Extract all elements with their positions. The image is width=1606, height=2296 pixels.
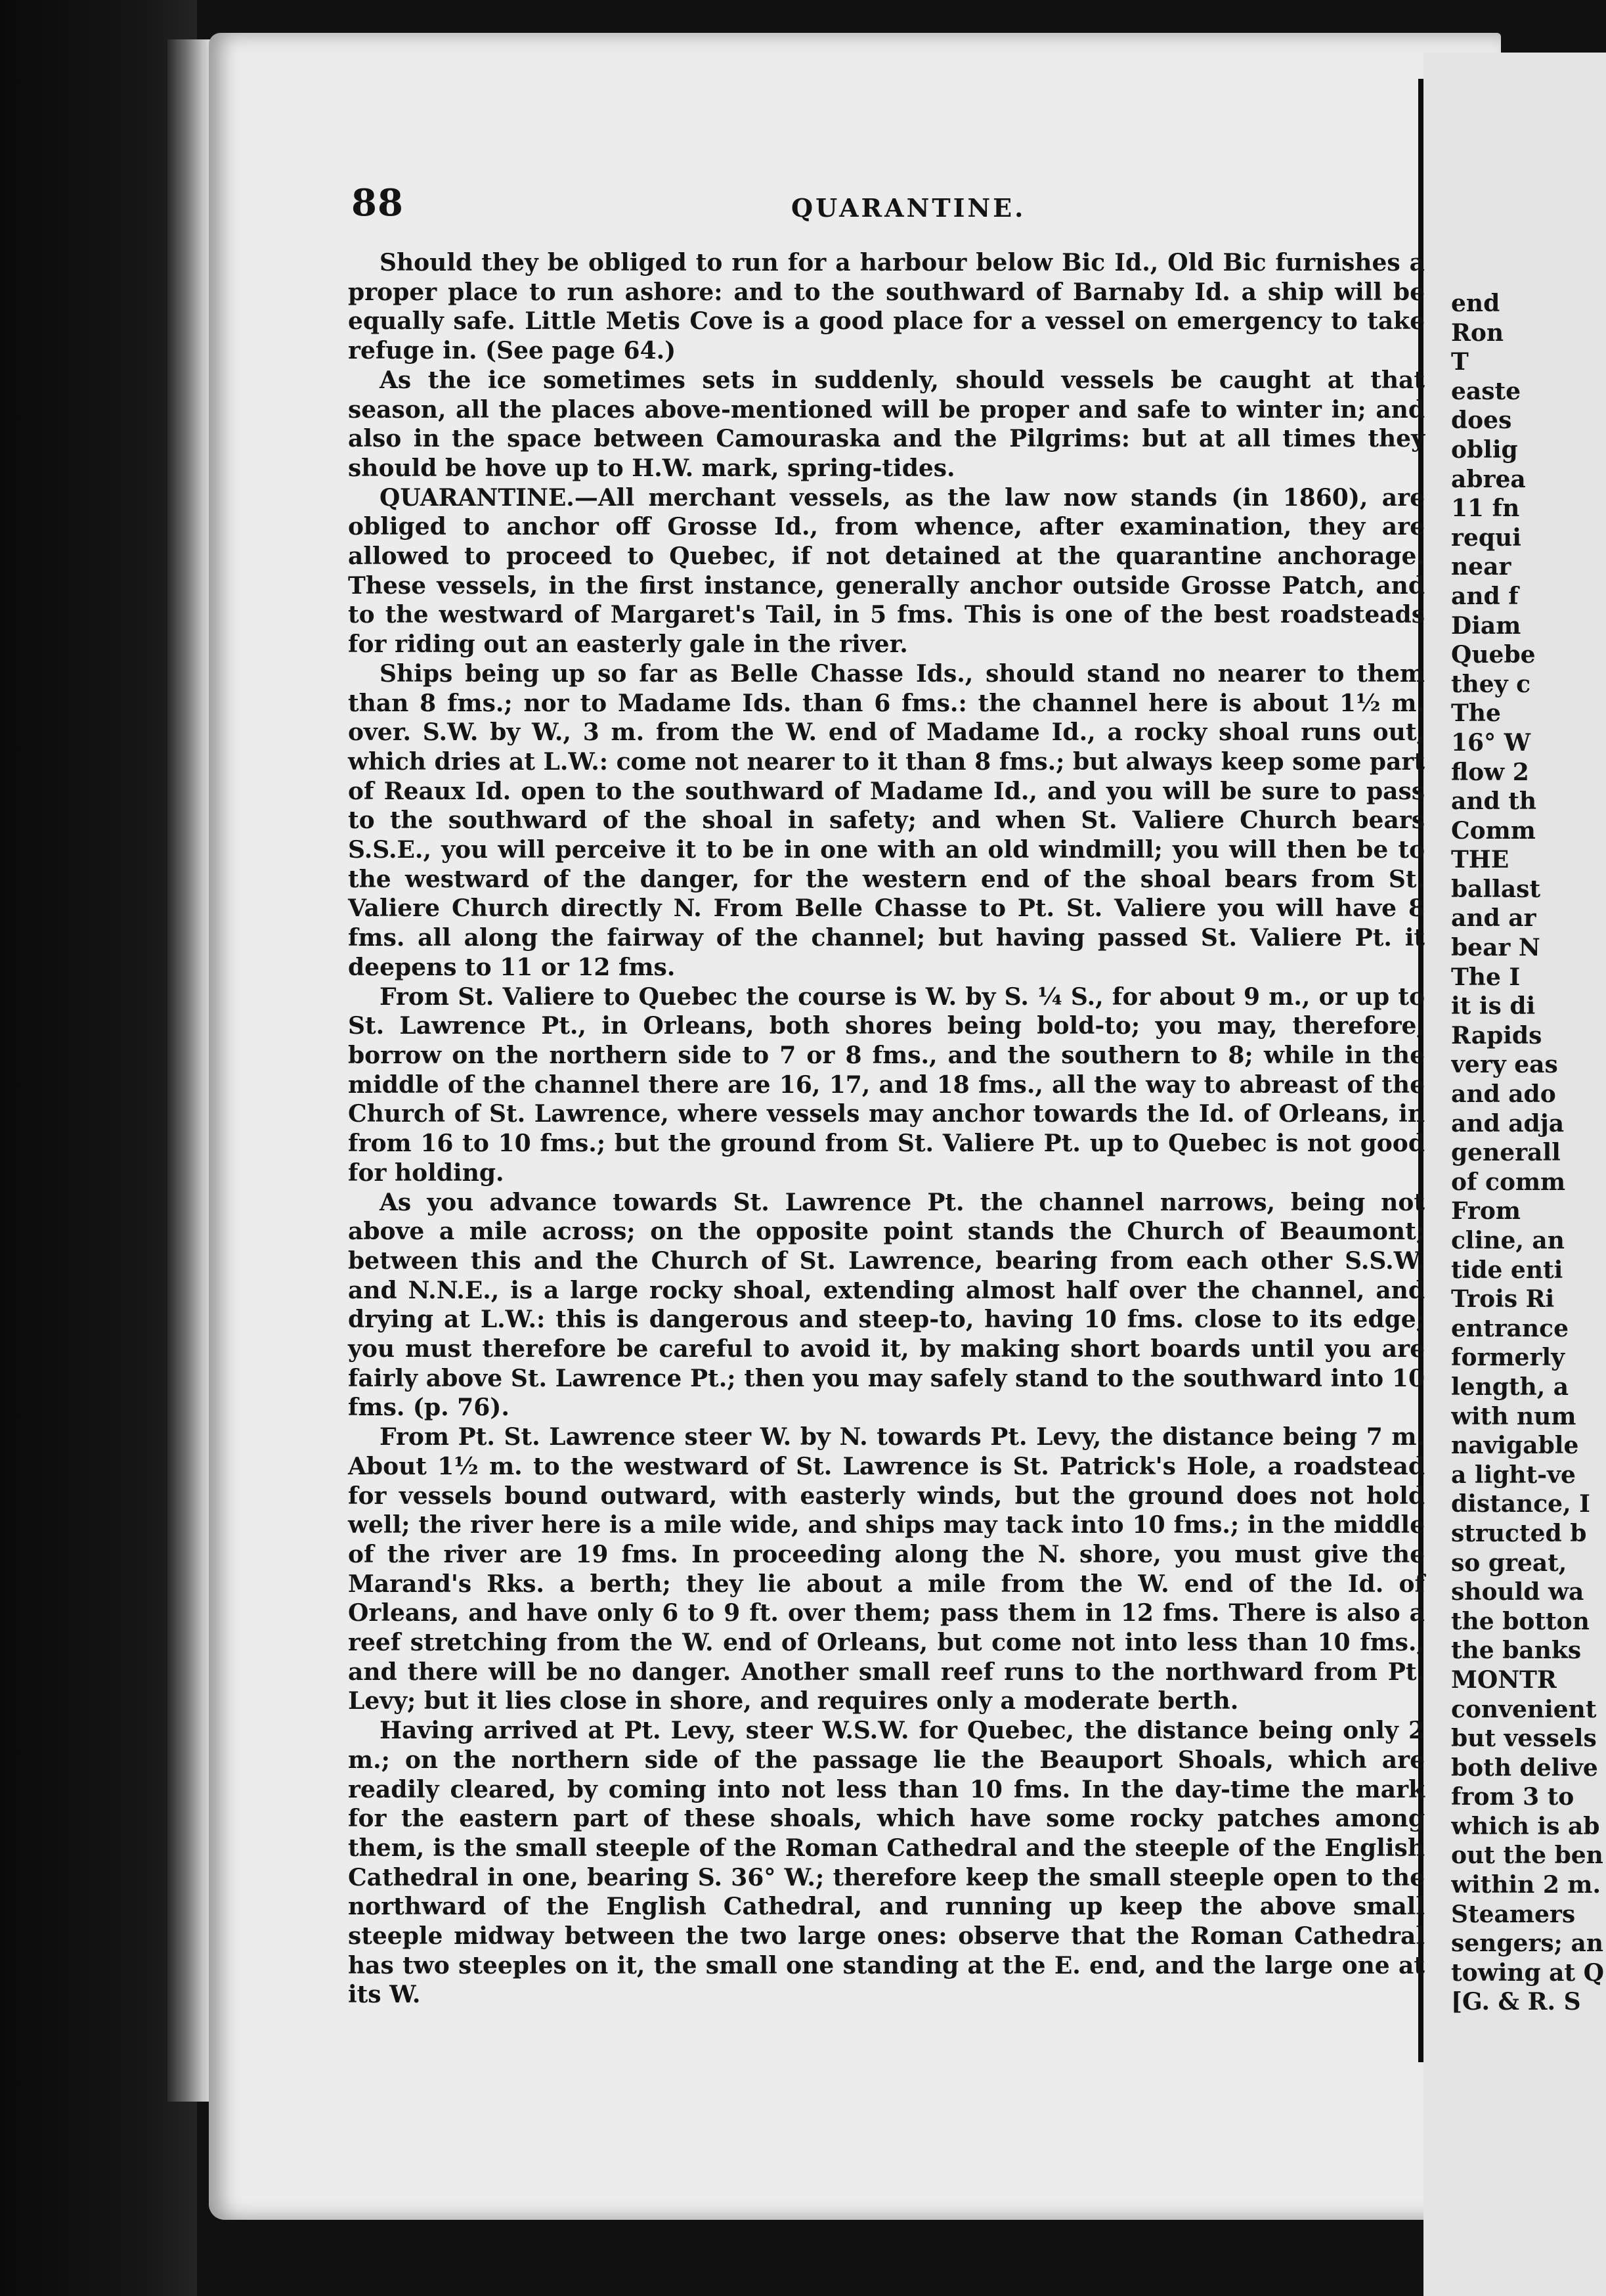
right-line: Quebe xyxy=(1451,641,1536,669)
right-line: Diam xyxy=(1451,611,1521,640)
right-line: [G. & R. S xyxy=(1451,1988,1581,2016)
right-line: of comm xyxy=(1451,1168,1566,1196)
paragraph: Ships being up so far as Belle Chasse Ids., should stand no nearer to them than 8 fms.; nor to Madame Ids. than 6 fms.: the channel here is about 1½ m. over. S.W. by W., 3 m. from the W. end of Madame Id., a rocky shoal runs out, which dries at L.W.: come not nearer to it than 8 fms.; but always keep some part of Reaux Id. open to the southward of Madame Id., and you will be sure to pass to the southward of the shoal in safety; and when St. Valiere Church bears S.S.E., you will perceive it to be in one with an old windmill; you will then be to the westward of the danger, for the western end of the shoal bears from St. Valiere Church directly N. From Belle Chasse to Pt. St. Valiere you will have 8 fms. all along the fairway of the channel; but having passed St. Valiere Pt. it deepens to 11 or 12 fms. xyxy=(348,659,1425,981)
right-line: sengers; an xyxy=(1451,1930,1603,1958)
right-line: formerly xyxy=(1451,1344,1565,1372)
paragraph: From St. Valiere to Quebec the course is W. by S. ¼ S., for about 9 m., or up to St. Lawrence Pt., in Orleans, both shores being bold-to; you may, therefore, borrow on the northern side to 7 or 8 fms., and the southern to 8; while in the middle of the channel there are 16, 17, and 18 fms., all the way to abreast of the Church of St. Lawrence, where vessels may anchor towards the Id. of Orleans, in from 16 to 10 fms.; but the ground from St. Valiere Pt. up to Quebec is not good for holding. xyxy=(348,982,1425,1187)
right-line: Trois Ri xyxy=(1451,1285,1555,1314)
right-line: entrance xyxy=(1451,1314,1569,1342)
right-page-text xyxy=(1451,289,1606,2017)
paragraph: From Pt. St. Lawrence steer W. by N. towards Pt. Levy, the distance being 7 m. About 1½ m. to the westward of St. Lawrence is St. Patrick's Hole, a roadstead for vessels bound outward, with easterly winds, but the ground does not hold well; the river here is a mile wide, and ships may tack into 10 fms.; in the middle of the river are 19 fms. In proceeding along the N. shore, you must give the Marand's Rks. a berth; they lie about a mile from the W. end of the Id. of Orleans, and have only 6 to 9 ft. over them; pass them in 12 fms. There is also a reef stretching from the W. end of Orleans, but come not into less than 10 fms., and there will be no danger. Another small reef runs to the northward from Pt. Levy; but it lies close in shore, and requires only a moderate berth. xyxy=(348,1423,1425,1715)
right-line: Steamers xyxy=(1451,1900,1576,1928)
right-line: and ar xyxy=(1451,904,1536,933)
right-line: 11 fn xyxy=(1451,495,1520,523)
right-line: easte xyxy=(1451,377,1521,405)
right-line: length, a xyxy=(1451,1373,1569,1401)
right-line: 16° W xyxy=(1451,728,1531,757)
right-line: does xyxy=(1451,407,1512,435)
running-head: QUARANTINE. xyxy=(791,193,1026,223)
right-line: end xyxy=(1451,290,1500,317)
right-line: The xyxy=(1451,699,1501,728)
right-line: The I xyxy=(1451,963,1521,991)
paragraph: As you advance towards St. Lawrence Pt. the channel narrows, being not above a mile across; on the opposite point stands the Church of Beaumont; between this and the Church of St. Lawrence, bearing from each other S.S.W. and N.N.E., is a large rocky shoal, extending almost half over the channel, and drying at L.W.: this is dangerous and steep-to, having 10 fms. close to its edge; you must therefore be careful to avoid it, by making short boards until you are fairly above St. Lawrence Pt.; then you may safely stand to the southward into 10 fms. (p. 76). xyxy=(348,1188,1425,1422)
right-line: flow 2 xyxy=(1451,758,1529,786)
page-header xyxy=(351,181,1415,234)
paragraph: Should they be obliged to run for a harbour below Bic Id., Old Bic furnishes a proper place to run ashore: and to the southward of Barnaby Id. a ship will be equally safe. Little Metis Cove is a good place for a vessel on emergency to take refuge in. (See page 64.) xyxy=(348,249,1425,365)
right-line: ballast xyxy=(1451,875,1541,903)
right-line: the banks xyxy=(1451,1637,1582,1665)
right-line: towing at Q xyxy=(1451,1958,1605,1987)
right-line: Comm xyxy=(1451,816,1536,845)
right-line: and f xyxy=(1451,582,1519,610)
paragraph: As the ice sometimes sets in suddenly, should vessels be caught at that season, all the places above-mentioned will be proper and safe to winter in; and also in the space between Camouraska and the Pilgrims: but at all times they should be hove up to H.W. mark, spring-tides. xyxy=(348,366,1425,482)
right-line: structed b xyxy=(1451,1519,1587,1547)
book-binding xyxy=(167,39,213,2102)
right-line: and adja xyxy=(1451,1109,1565,1137)
right-line: Ron xyxy=(1451,319,1504,347)
right-line: navigable xyxy=(1451,1432,1579,1460)
right-line: with num xyxy=(1451,1402,1576,1430)
right-line: oblig xyxy=(1451,435,1518,464)
body-text xyxy=(348,248,1425,2010)
paragraph: Having arrived at Pt. Levy, steer W.S.W. for Quebec, the distance being only 2 m.; on the northern side of the passage lie the Beauport Shoals, which are readily cleared, by coming into not less than 10 fms. In the day-time the mark for the eastern part of these shoals, which have some rocky patches among them, is the small steeple of the Roman Cathedral and the steeple of the English Cathedral in one, bearing S. 36° W.; therefore keep the small steeple open to the northward of the English Cathedral, and running up keep the above small steeple midway between the two large ones: observe that the Roman Cathedral has two steeples on it, the small one standing at the E. end, and the large one at its W. xyxy=(348,1717,1425,2009)
right-line: T xyxy=(1451,348,1469,376)
right-line: cline, an xyxy=(1451,1227,1565,1254)
right-line: MONTR xyxy=(1451,1666,1557,1694)
right-line: it is di xyxy=(1451,992,1536,1021)
right-line: a light-ve xyxy=(1451,1461,1576,1489)
paragraph: QUARANTINE.—All merchant vessels, as the law now stands (in 1860), are obliged to anchor off Grosse Id., from whence, after examination, they are allowed to proceed to Quebec, if not detained at the quarantine anchorage. These vessels, in the first instance, generally anchor outside Grosse Patch, and to the westward of Margaret's Tail, in 5 fms. This is one of the best roadsteads for riding out an easterly gale in the river. xyxy=(348,483,1425,659)
right-line: From xyxy=(1451,1197,1521,1225)
right-line: generall xyxy=(1451,1139,1561,1167)
right-line: tide enti xyxy=(1451,1256,1563,1284)
right-line: bear N xyxy=(1451,934,1540,962)
right-line: the botton xyxy=(1451,1607,1590,1635)
right-line: very eas xyxy=(1451,1051,1558,1079)
right-line: which is ab xyxy=(1451,1812,1600,1840)
right-line: requi xyxy=(1451,523,1521,552)
right-line: near xyxy=(1451,553,1511,581)
right-line: they c xyxy=(1451,670,1531,698)
right-line: out the ben xyxy=(1451,1842,1603,1870)
right-line: from 3 to xyxy=(1451,1783,1574,1811)
right-line: convenient xyxy=(1451,1695,1597,1723)
right-line: so great, xyxy=(1451,1549,1567,1577)
right-line: distance, I xyxy=(1451,1490,1590,1518)
right-line: but vessels xyxy=(1451,1725,1597,1753)
right-line: should wa xyxy=(1451,1578,1584,1606)
right-line: within 2 m. xyxy=(1451,1871,1601,1899)
right-line: and th xyxy=(1451,787,1537,816)
right-line: both delive xyxy=(1451,1754,1598,1782)
right-line: abrea xyxy=(1451,465,1526,493)
right-line: Rapids xyxy=(1451,1021,1542,1049)
right-line: and ado xyxy=(1451,1080,1556,1109)
page-number: 88 xyxy=(351,181,404,225)
right-line: THE xyxy=(1451,846,1509,874)
